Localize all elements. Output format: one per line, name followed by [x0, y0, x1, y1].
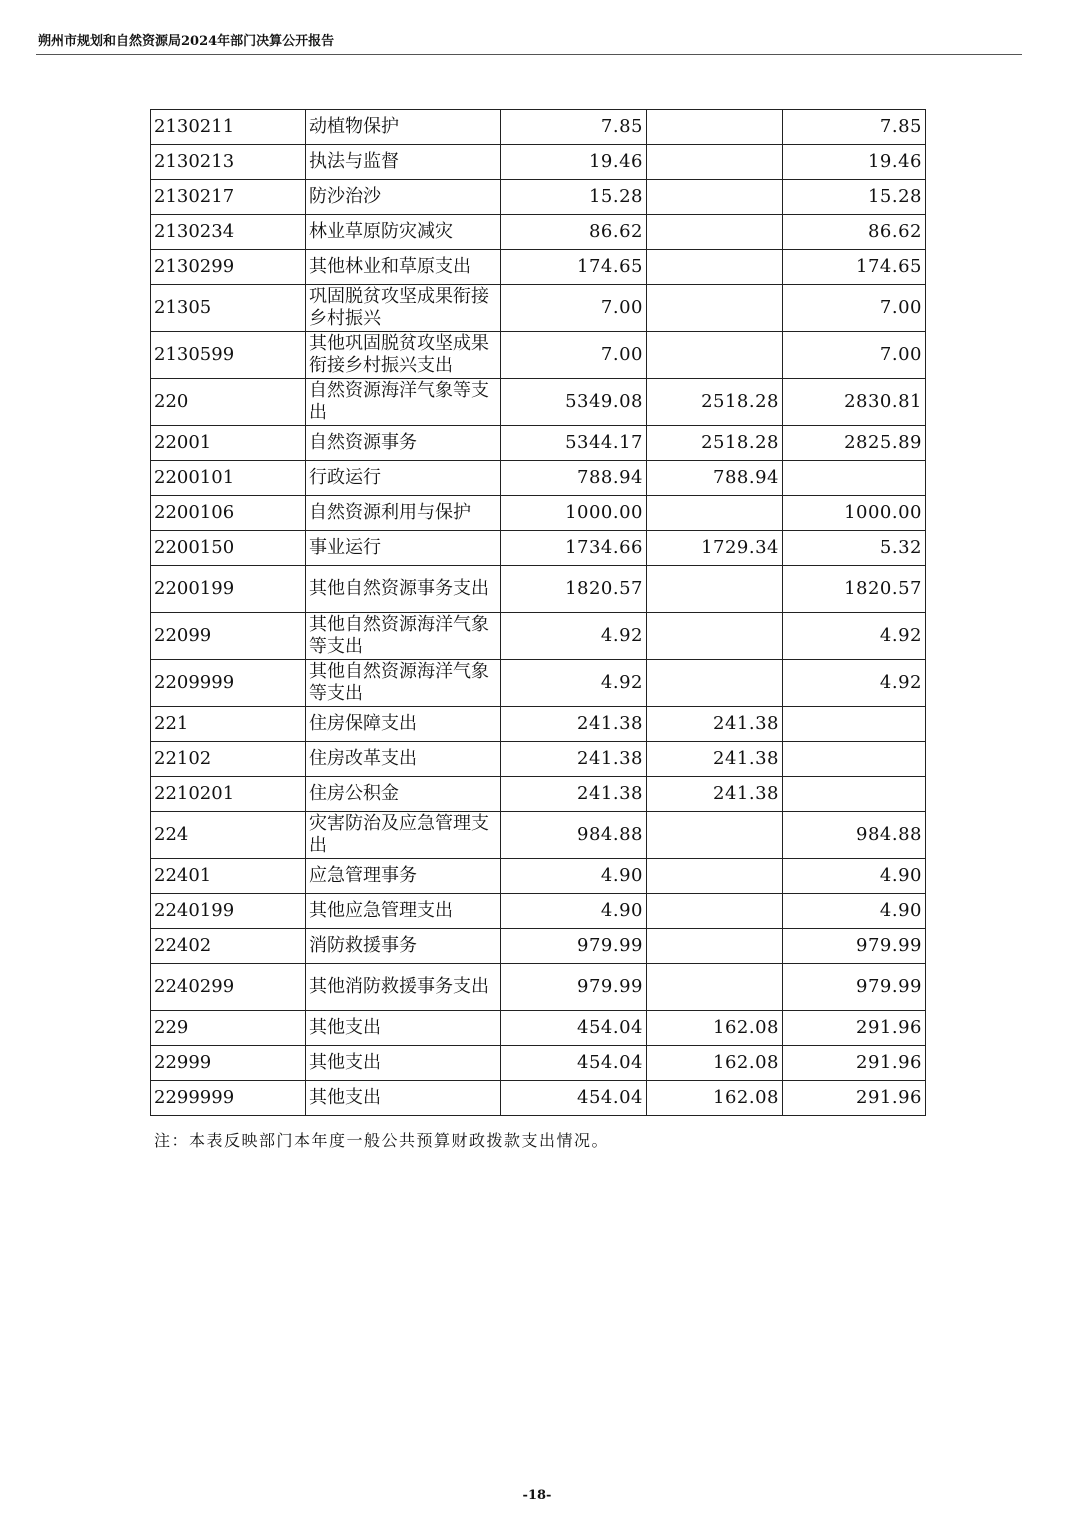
- total-amount-cell: 4.92: [501, 660, 647, 707]
- basic-expenditure-cell: [647, 566, 783, 613]
- subject-code-cell: 22999: [151, 1046, 306, 1081]
- project-expenditure-cell: 7.85: [783, 110, 926, 145]
- basic-expenditure-cell: 162.08: [647, 1046, 783, 1081]
- subject-name-cell: 动植物保护: [306, 110, 501, 145]
- basic-expenditure-cell: [647, 250, 783, 285]
- project-expenditure-cell: [783, 742, 926, 777]
- basic-expenditure-cell: 2518.28: [647, 426, 783, 461]
- basic-expenditure-cell: [647, 964, 783, 1011]
- project-expenditure-cell: 979.99: [783, 929, 926, 964]
- total-amount-cell: 19.46: [501, 145, 647, 180]
- project-expenditure-cell: 984.88: [783, 812, 926, 859]
- subject-code-cell: 229: [151, 1011, 306, 1046]
- table-row: [151, 145, 926, 180]
- expenditure-table: [150, 109, 926, 1116]
- subject-code-cell: 221: [151, 707, 306, 742]
- subject-name-cell: 消防救援事务: [306, 929, 501, 964]
- basic-expenditure-cell: [647, 812, 783, 859]
- total-amount-cell: 454.04: [501, 1081, 647, 1116]
- table-row: [151, 613, 926, 660]
- table-row: [151, 777, 926, 812]
- table-row: [151, 894, 926, 929]
- page-number: -18-: [522, 1488, 552, 1503]
- total-amount-cell: 5349.08: [501, 379, 647, 426]
- total-amount-cell: 86.62: [501, 215, 647, 250]
- basic-expenditure-cell: [647, 332, 783, 379]
- subject-code-cell: 2299999: [151, 1081, 306, 1116]
- subject-name-cell: 应急管理事务: [306, 859, 501, 894]
- subject-code-cell: 2200101: [151, 461, 306, 496]
- subject-code-cell: 2200199: [151, 566, 306, 613]
- project-expenditure-cell: 4.92: [783, 613, 926, 660]
- table-row: [151, 250, 926, 285]
- total-amount-cell: 454.04: [501, 1046, 647, 1081]
- total-amount-cell: 7.00: [501, 285, 647, 332]
- project-expenditure-cell: 291.96: [783, 1046, 926, 1081]
- subject-code-cell: 220: [151, 379, 306, 426]
- subject-name-cell: 其他自然资源海洋气象等支出: [306, 660, 501, 707]
- subject-name-cell: 住房公积金: [306, 777, 501, 812]
- subject-code-cell: 2209999: [151, 660, 306, 707]
- table-row: [151, 180, 926, 215]
- basic-expenditure-cell: [647, 110, 783, 145]
- table-row: [151, 426, 926, 461]
- project-expenditure-cell: [783, 777, 926, 812]
- table-row: [151, 461, 926, 496]
- table-row: [151, 660, 926, 707]
- subject-name-cell: 其他支出: [306, 1011, 501, 1046]
- subject-code-cell: 2130213: [151, 145, 306, 180]
- total-amount-cell: 979.99: [501, 964, 647, 1011]
- subject-name-cell: 住房保障支出: [306, 707, 501, 742]
- basic-expenditure-cell: 162.08: [647, 1011, 783, 1046]
- basic-expenditure-cell: [647, 180, 783, 215]
- subject-name-cell: 其他自然资源海洋气象等支出: [306, 613, 501, 660]
- subject-name-cell: 其他巩固脱贫攻坚成果衔接乡村振兴支出: [306, 332, 501, 379]
- subject-name-cell: 执法与监督: [306, 145, 501, 180]
- table-row: [151, 110, 926, 145]
- total-amount-cell: 4.90: [501, 859, 647, 894]
- basic-expenditure-cell: [647, 496, 783, 531]
- subject-name-cell: 其他支出: [306, 1081, 501, 1116]
- total-amount-cell: 4.92: [501, 613, 647, 660]
- subject-name-cell: 行政运行: [306, 461, 501, 496]
- subject-name-cell: 其他消防救援事务支出: [306, 964, 501, 1011]
- project-expenditure-cell: 291.96: [783, 1081, 926, 1116]
- project-expenditure-cell: 2830.81: [783, 379, 926, 426]
- subject-name-cell: 其他支出: [306, 1046, 501, 1081]
- subject-name-cell: 防沙治沙: [306, 180, 501, 215]
- project-expenditure-cell: 1820.57: [783, 566, 926, 613]
- total-amount-cell: 979.99: [501, 929, 647, 964]
- subject-code-cell: 22001: [151, 426, 306, 461]
- basic-expenditure-cell: [647, 859, 783, 894]
- subject-name-cell: 林业草原防灾减灾: [306, 215, 501, 250]
- subject-name-cell: 事业运行: [306, 531, 501, 566]
- total-amount-cell: 7.00: [501, 332, 647, 379]
- table-row: [151, 496, 926, 531]
- subject-code-cell: 2200150: [151, 531, 306, 566]
- basic-expenditure-cell: 241.38: [647, 742, 783, 777]
- total-amount-cell: 7.85: [501, 110, 647, 145]
- total-amount-cell: 174.65: [501, 250, 647, 285]
- basic-expenditure-cell: [647, 613, 783, 660]
- table-row: [151, 742, 926, 777]
- basic-expenditure-cell: 1729.34: [647, 531, 783, 566]
- table-row: [151, 531, 926, 566]
- subject-code-cell: 2200106: [151, 496, 306, 531]
- basic-expenditure-cell: [647, 660, 783, 707]
- subject-code-cell: 2240199: [151, 894, 306, 929]
- total-amount-cell: 241.38: [501, 742, 647, 777]
- total-amount-cell: 1000.00: [501, 496, 647, 531]
- basic-expenditure-cell: [647, 215, 783, 250]
- project-expenditure-cell: 5.32: [783, 531, 926, 566]
- project-expenditure-cell: 4.92: [783, 660, 926, 707]
- subject-code-cell: 2130599: [151, 332, 306, 379]
- project-expenditure-cell: 7.00: [783, 332, 926, 379]
- subject-name-cell: 住房改革支出: [306, 742, 501, 777]
- project-expenditure-cell: 2825.89: [783, 426, 926, 461]
- table-row: [151, 1081, 926, 1116]
- total-amount-cell: 984.88: [501, 812, 647, 859]
- table-row: [151, 707, 926, 742]
- subject-code-cell: 2130299: [151, 250, 306, 285]
- subject-code-cell: 2130211: [151, 110, 306, 145]
- total-amount-cell: 454.04: [501, 1011, 647, 1046]
- table-note: 注：本表反映部门本年度一般公共预算财政拨款支出情况。: [154, 1131, 610, 1150]
- project-expenditure-cell: [783, 707, 926, 742]
- project-expenditure-cell: 4.90: [783, 894, 926, 929]
- basic-expenditure-cell: 241.38: [647, 777, 783, 812]
- subject-name-cell: 巩固脱贫攻坚成果衔接乡村振兴: [306, 285, 501, 332]
- basic-expenditure-cell: [647, 929, 783, 964]
- basic-expenditure-cell: [647, 145, 783, 180]
- table-row: [151, 929, 926, 964]
- project-expenditure-cell: 15.28: [783, 180, 926, 215]
- expenditure-table-body: [151, 110, 926, 1116]
- basic-expenditure-cell: 162.08: [647, 1081, 783, 1116]
- project-expenditure-cell: 4.90: [783, 859, 926, 894]
- project-expenditure-cell: 291.96: [783, 1011, 926, 1046]
- total-amount-cell: 5344.17: [501, 426, 647, 461]
- table-row: [151, 566, 926, 613]
- subject-code-cell: 21305: [151, 285, 306, 332]
- basic-expenditure-cell: [647, 285, 783, 332]
- subject-name-cell: 自然资源事务: [306, 426, 501, 461]
- project-expenditure-cell: [783, 461, 926, 496]
- subject-name-cell: 其他林业和草原支出: [306, 250, 501, 285]
- project-expenditure-cell: 86.62: [783, 215, 926, 250]
- subject-name-cell: 自然资源利用与保护: [306, 496, 501, 531]
- basic-expenditure-cell: 788.94: [647, 461, 783, 496]
- subject-name-cell: 自然资源海洋气象等支出: [306, 379, 501, 426]
- header-divider: [36, 54, 1022, 55]
- total-amount-cell: 241.38: [501, 777, 647, 812]
- total-amount-cell: 1734.66: [501, 531, 647, 566]
- table-row: [151, 964, 926, 1011]
- basic-expenditure-cell: [647, 894, 783, 929]
- subject-code-cell: 22402: [151, 929, 306, 964]
- subject-code-cell: 224: [151, 812, 306, 859]
- table-row: [151, 812, 926, 859]
- table-row: [151, 332, 926, 379]
- total-amount-cell: 15.28: [501, 180, 647, 215]
- project-expenditure-cell: 1000.00: [783, 496, 926, 531]
- project-expenditure-cell: 174.65: [783, 250, 926, 285]
- subject-code-cell: 22401: [151, 859, 306, 894]
- project-expenditure-cell: 7.00: [783, 285, 926, 332]
- basic-expenditure-cell: 241.38: [647, 707, 783, 742]
- table-row: [151, 859, 926, 894]
- total-amount-cell: 1820.57: [501, 566, 647, 613]
- basic-expenditure-cell: 2518.28: [647, 379, 783, 426]
- table-row: [151, 1046, 926, 1081]
- subject-code-cell: 2210201: [151, 777, 306, 812]
- subject-code-cell: 2130217: [151, 180, 306, 215]
- project-expenditure-cell: 979.99: [783, 964, 926, 1011]
- table-row: [151, 379, 926, 426]
- total-amount-cell: 788.94: [501, 461, 647, 496]
- subject-name-cell: 灾害防治及应急管理支出: [306, 812, 501, 859]
- table-row: [151, 215, 926, 250]
- total-amount-cell: 241.38: [501, 707, 647, 742]
- subject-name-cell: 其他自然资源事务支出: [306, 566, 501, 613]
- subject-code-cell: 22102: [151, 742, 306, 777]
- subject-code-cell: 2240299: [151, 964, 306, 1011]
- project-expenditure-cell: 19.46: [783, 145, 926, 180]
- subject-code-cell: 2130234: [151, 215, 306, 250]
- subject-name-cell: 其他应急管理支出: [306, 894, 501, 929]
- total-amount-cell: 4.90: [501, 894, 647, 929]
- table-row: [151, 1011, 926, 1046]
- subject-code-cell: 22099: [151, 613, 306, 660]
- report-header-title: 朔州市规划和自然资源局2024年部门决算公开报告: [38, 34, 335, 49]
- table-row: [151, 285, 926, 332]
